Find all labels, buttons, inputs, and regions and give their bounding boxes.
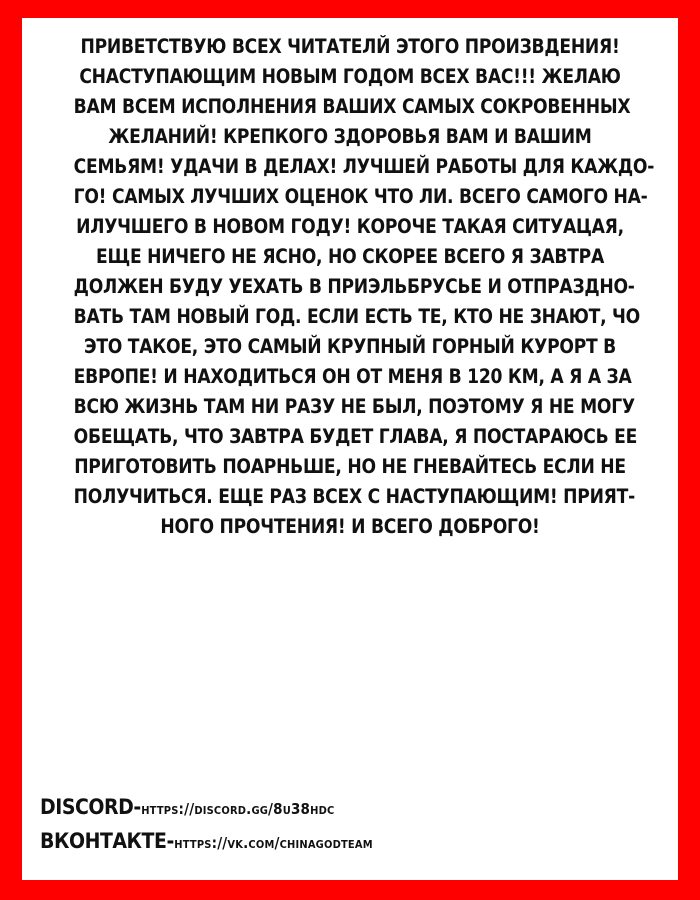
discord-url: https://discord.gg/8u38hdc [141,800,335,818]
text-panel [22,18,678,880]
message-line: СНАСТУПАЮЩИМ НОВЫМ ГОДОМ ВСЕХ ВАС!!! ЖЕЛАЮ [79,65,621,88]
message-line: ПРИВЕТСТВУЮ ВСЕХ ЧИТАТЕЛЙ ЭТОГО ПРОИЗВДЕНИЯ! [80,35,620,58]
message-line: ГО! САМЫХ ЛУЧШИХ ОЦЕНОК ЧТО ЛИ. ВСЕГО САМОГО НА- [73,185,648,208]
greeting-message [73,32,655,542]
message-line: ДОЛЖЕН БУДУ УЕХАТЬ В ПРИЭЛЬБРУСЬЕ И ОТПРАЗДНО- [73,275,635,298]
vk-link-row [40,824,373,858]
discord-link-row [40,790,373,824]
message-line: ПРИГОТОВИТЬ ПОАРНЬШЕ, НО НЕ ГНЕВАЙТЕСЬ ЕСЛИ НЕ [74,455,626,478]
message-line: ОБЕЩАТЬ, ЧТО ЗАВТРА БУДЕТ ГЛАВА, Я ПОСТАРАЮСЬ ЕЕ [73,425,638,448]
message-line: ВАМ ВСЕМ ИСПОЛНЕНИЯ ВАШИХ САМЫХ СОКРОВЕННЫХ [73,95,631,118]
message-line: ВАТЬ ТАМ НОВЫЙ ГОД. ЕСЛИ ЕСТЬ ТЕ, КТО НЕ ЗНАЮТ, ЧО [73,305,640,328]
message-line: ВСЮ ЖИЗНЬ ТАМ НИ РАЗУ НЕ БЫЛ, ПОЭТОМУ Я НЕ МОГУ [73,395,635,418]
message-line: СЕМЬЯМ! УДАЧИ В ДЕЛАХ! ЛУЧШЕЙ РАБОТЫ ДЛЯ КАЖДО- [73,155,655,178]
message-line: ПОЛУЧИТЬСЯ. ЕЩЕ РАЗ ВСЕХ С НАСТУПАЮЩИМ! ПРИЯТ- [73,485,635,508]
social-links [40,790,373,858]
message-line: ЕЩЕ НИЧЕГО НЕ ЯСНО, НО СКОРЕЕ ВСЕГО Я ЗАВТРА [95,245,604,268]
vk-url: https://vk.com/chinagodteam [174,834,373,852]
message-line: ЖЕЛАНИЙ! КРЕПКОГО ЗДОРОВЬЯ ВАМ И ВАШИМ [108,125,592,148]
message-line: ЭТО ТАКОЕ, ЭТО САМЫЙ КРУПНЫЙ ГОРНЫЙ КУРОРТ В [83,335,616,358]
message-line: ИЛУЧШЕГО В НОВОМ ГОДУ! КОРОЧЕ ТАКАЯ СИТУАЦАЯ, [76,215,624,238]
vk-label: ВКОНТАКТЕ [40,829,167,853]
vk-separator: - [166,829,175,853]
discord-label: DISCORD [40,795,134,819]
discord-separator: - [133,795,142,819]
message-line: НОГО ПРОЧТЕНИЯ! И ВСЕГО ДОБРОГО! [160,515,540,538]
message-line: ЕВРОПЕ! И НАХОДИТЬСЯ ОН ОТ МЕНЯ В 120 КМ, А Я А ЗА [73,365,632,388]
